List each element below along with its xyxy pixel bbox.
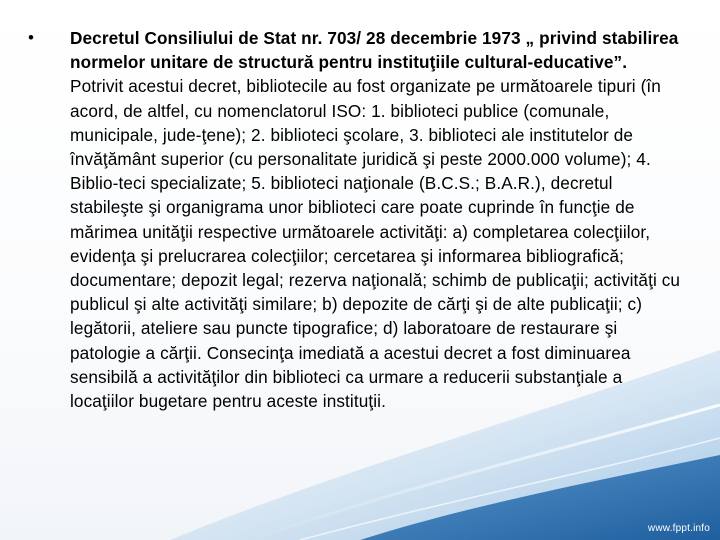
bullet-paragraph: [24, 26, 684, 413]
bullet-marker: •: [28, 28, 35, 47]
footer-url: www.fppt.info: [647, 523, 710, 534]
decree-body-text: Potrivit acestui decret, bibliotecile au fost organizate pe următoarele tipuri (în acord, de altfel, cu nomenclatorul ISO: 1. biblioteci publice (comunale, municipale, jude-ţene); 2. biblioteci şcolare, 3. biblioteci ale institutelor de învăţământ superior (cu personalitate juridică şi peste 2000.000 volume); 4. Biblio-teci specializate; 5. biblioteci naţionale (B.C.S.; B.A.R.), decretul stabileşte şi organigrama unor biblioteci care poate cuprinde în funcţie de mărimea unităţii respective următoarele activităţi: a) completarea colecţiilor, evidenţa şi prelucrarea colecţiilor; cercetarea şi informarea bibliografică; documentare; depozit legal; rezerva naţională; schimb de publicaţii; activităţi cu publicul şi alte activităţi similare; b) depozite de cărţi şi de alte publicaţii; c) legătorii, ateliere sau puncte tipografice; d) laboratoare de restaurare şi patologie a cărţii. Consecinţa imediată a acestui decret a fost diminuarea sensibilă a activităţilor din biblioteci ca urmare a reducerii substanţiale a locaţiilor bugetare pentru aceste instituţii.: [70, 76, 681, 412]
content-text-block: [24, 26, 684, 413]
decree-heading: Decretul Consiliului de Stat nr. 703/ 28 decembrie 1973 „ privind stabilirea normelor unitare de structură pentru instituţiile cultural-educative”.: [70, 28, 679, 73]
